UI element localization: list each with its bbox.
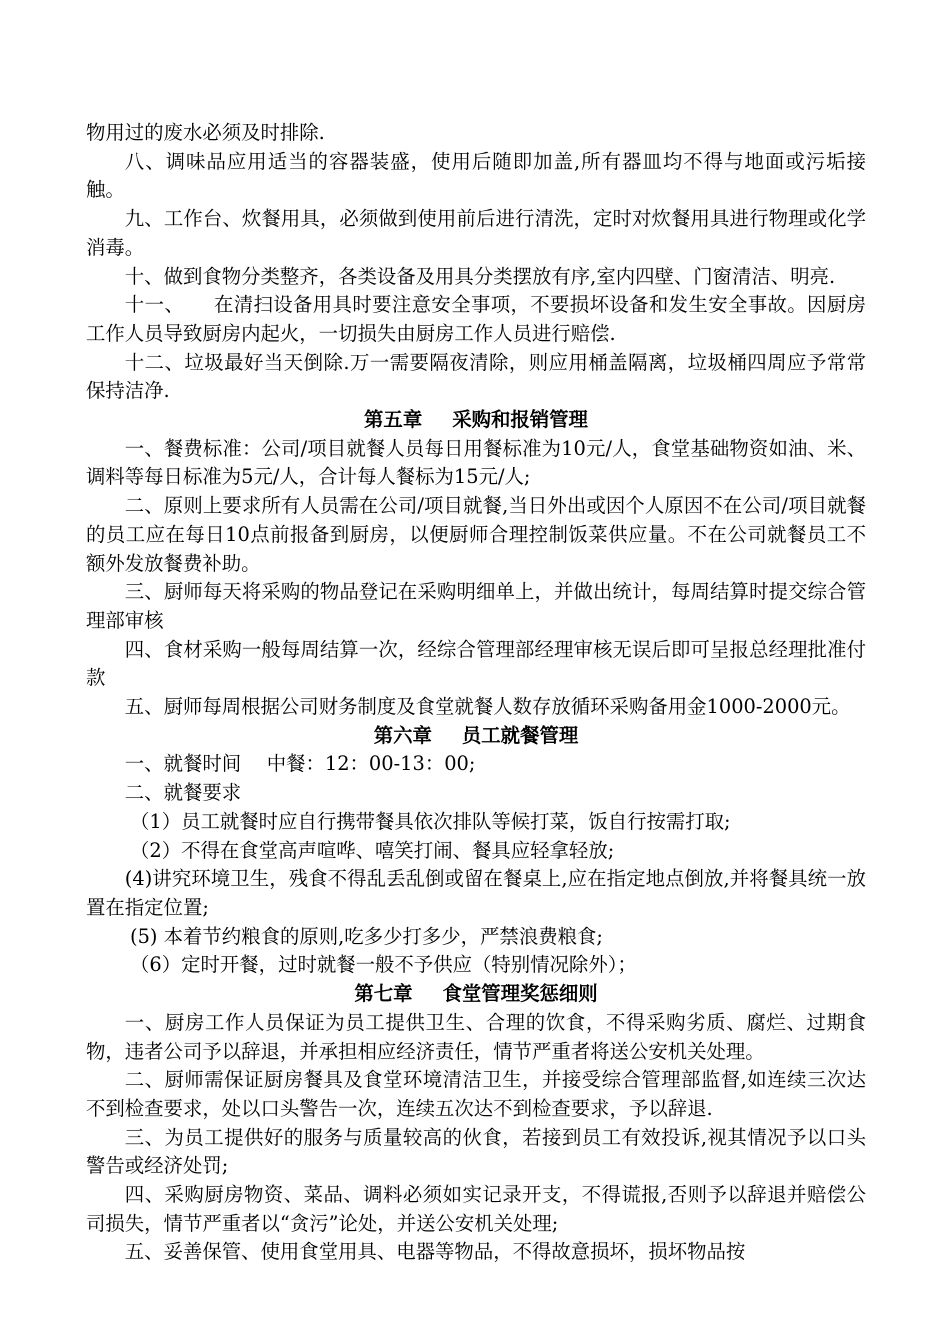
paragraph: 二、原则上要求所有人员需在公司/项目就餐,当日外出或因个人原因不在公司/项目就餐的员工应在每日10点前报备到厨房，以便厨师合理控制饭菜供应量。不在公司就餐员工不额外发放餐费补助。 — [86, 494, 866, 575]
list-item: （1）员工就餐时应自行携带餐具依次排队等候打菜，饭自行按需打取; — [130, 809, 731, 833]
paragraph: 四、食材采购一般每周结算一次，经综合管理部经理审核无误后即可呈报总经理批准付款 — [86, 637, 866, 690]
paragraph: 三、厨师每天将采购的物品登记在采购明细单上，并做出统计，每周结算时提交综合管理部审核 — [86, 580, 866, 632]
chapter-title: 采购和报销管理 — [452, 408, 588, 432]
paragraph: 十二、垃圾最好当天倒除.万一需要隔夜清除，则应用桶盖隔离，垃圾桶四周应予常常保持洁净. — [86, 350, 866, 403]
list-item: （6）定时开餐，过时就餐一般不予供应（特别情况除外）； — [130, 953, 637, 977]
paragraph: 八、调味品应用适当的容器装盛，使用后随即加盖,所有器皿均不得与地面或污垢接触。 — [86, 149, 866, 202]
list-item: (4)讲究环境卫生，残食不得乱丢乱倒或留在餐桌上,应在指定地点倒放,并将餐具统一放置在指定位置; — [86, 867, 866, 919]
paragraph: 九、工作台、炊餐用具，必须做到使用前后进行清洗，定时对炊餐用具进行物理或化学消毒。 — [86, 207, 866, 259]
requirements-title: 二、就餐要求 — [124, 781, 242, 805]
paragraph: 一、厨房工作人员保证为员工提供卫生、合理的饮食，不得采购劣质、腐烂、过期食物，违者公司予以辞退，并承担相应经济责任，情节严重者将送公安机关处理。 — [86, 1010, 866, 1063]
list-item: （2）不得在食堂高声喧哗、嘻笑打闹、餐具应轻拿轻放; — [130, 838, 615, 862]
chapter-heading — [86, 722, 866, 751]
paragraph: 十、做到食物分类整齐，各类设备及用具分类摆放有序,室内四壁、门窗清洁、明亮. — [124, 264, 836, 288]
chapter-heading — [86, 406, 866, 435]
list-item: (5) 本着节约粮食的原则,吃多少打多少，严禁浪费粮食; — [130, 924, 603, 948]
chapter-heading — [86, 980, 866, 1009]
paragraph: 五、厨师每周根据公司财务制度及食堂就餐人数存放循环采购备用金1000-2000元。 — [124, 695, 851, 719]
paragraph: 三、为员工提供好的服务与质量较高的伙食，若接到员工有效投诉,视其情况予以口头警告或经济处罚; — [86, 1125, 866, 1178]
chapter-number: 第六章 — [373, 723, 432, 747]
paragraph: 一、餐费标准：公司/项目就餐人员每日用餐标准为10元/人，食堂基础物资如油、米、调料等每日标准为5元/人，合计每人餐标为15元/人; — [86, 436, 866, 489]
chapter-number: 第五章 — [364, 408, 423, 432]
chapter-title: 员工就餐管理 — [461, 723, 579, 747]
paragraph: 物用过的废水必须及时排除. — [86, 121, 325, 144]
meal-time-line: 一、就餐时间 中餐：12：00-13：00; — [124, 752, 476, 776]
chapter-number: 第七章 — [354, 982, 413, 1006]
chapter-title: 食堂管理奖惩细则 — [442, 982, 598, 1006]
paragraph: 四、采购厨房物资、菜品、调料必须如实记录开支，不得谎报,否则予以辞退并赔偿公司损失，情节严重者以“贪污”论处，并送公安机关处理; — [86, 1183, 866, 1235]
paragraph: 二、厨师需保证厨房餐具及食堂环境清洁卫生，并接受综合管理部监督,如连续三次达不到检查要求，处以口头警告一次，连续五次达不到检查要求，予以辞退. — [86, 1068, 866, 1120]
paragraph: 五、妥善保管、使用食堂用具、电器等物品，不得故意损坏，损坏物品按 — [124, 1240, 746, 1264]
paragraph: 十一、 在清扫设备用具时要注意安全事项，不要损坏设备和发生安全事故。因厨房工作人员导致厨房内起火，一切损失由厨房工作人员进行赔偿. — [86, 293, 866, 345]
document-page — [86, 119, 866, 1267]
